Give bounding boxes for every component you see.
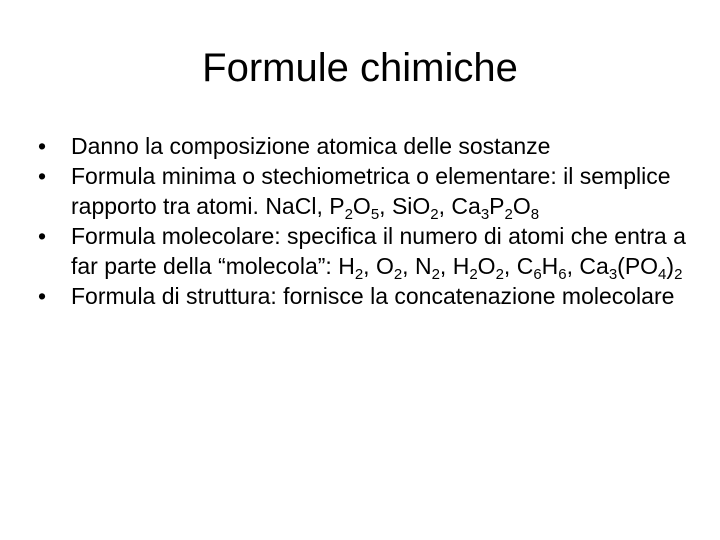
formula-symbol: Na bbox=[265, 193, 295, 219]
formula-subscript: 2 bbox=[469, 266, 478, 283]
formula-subscript: 2 bbox=[495, 266, 504, 283]
formula-subscript: 2 bbox=[344, 206, 353, 223]
bullet-icon: • bbox=[38, 223, 47, 249]
formula-subscript: 2 bbox=[430, 206, 439, 223]
formula-subscript: 2 bbox=[393, 266, 403, 283]
formula-subscript: 6 bbox=[533, 266, 542, 283]
formula-separator: , bbox=[566, 253, 580, 279]
formula-symbol: Si bbox=[391, 193, 413, 219]
formula-symbol: Ca bbox=[451, 193, 481, 219]
formula-symbol: H bbox=[452, 253, 470, 279]
bullet-text: Formula minima o stechiometrica o elementare: il semplice rapporto tra atomi. bbox=[71, 163, 671, 219]
formula-symbol: Ca bbox=[579, 253, 609, 279]
slide-title: Formule chimiche bbox=[202, 46, 518, 90]
chemical-formula bbox=[579, 253, 683, 283]
bullet-text: Danno la composizione atomica delle sostanze bbox=[71, 133, 551, 159]
formula-symbol: C bbox=[516, 253, 534, 279]
formula-subscript: 2 bbox=[354, 266, 364, 283]
chemical-formula bbox=[265, 193, 316, 219]
formula-list bbox=[265, 193, 540, 223]
formula-symbol: H bbox=[541, 253, 559, 279]
chemical-formula bbox=[451, 193, 540, 223]
chemical-formula bbox=[452, 253, 504, 283]
formula-symbol: P bbox=[329, 193, 345, 219]
chemical-formula bbox=[516, 253, 567, 283]
chemical-formula bbox=[338, 253, 364, 283]
formula-separator: , bbox=[439, 253, 453, 279]
formula-separator: , bbox=[402, 253, 415, 279]
formula-symbol: ) bbox=[666, 253, 675, 279]
formula-separator: , bbox=[438, 193, 452, 219]
bullet-item bbox=[38, 131, 698, 161]
formula-subscript: 6 bbox=[558, 266, 567, 283]
formula-subscript: 3 bbox=[608, 266, 618, 283]
formula-symbol: O bbox=[375, 253, 394, 279]
bullet-item bbox=[38, 161, 698, 221]
formula-subscript: 2 bbox=[674, 266, 683, 283]
formula-list bbox=[338, 253, 683, 283]
chemical-formula bbox=[414, 253, 440, 283]
formula-separator: , bbox=[316, 193, 330, 219]
formula-symbol: O bbox=[352, 193, 371, 219]
bullet-icon: • bbox=[38, 163, 47, 189]
chemical-formula bbox=[329, 193, 380, 223]
formula-subscript: 3 bbox=[480, 206, 490, 223]
formula-symbol: (PO bbox=[617, 253, 659, 279]
bullet-item bbox=[38, 281, 698, 311]
formula-symbol: P bbox=[489, 193, 505, 219]
formula-subscript: 2 bbox=[431, 266, 440, 283]
formula-symbol: N bbox=[414, 253, 432, 279]
formula-subscript: 5 bbox=[370, 206, 380, 223]
formula-symbol: O bbox=[477, 253, 496, 279]
chemical-formula bbox=[375, 253, 403, 283]
formula-symbol: O bbox=[412, 193, 431, 219]
bullet-icon: • bbox=[38, 283, 47, 309]
bullet-text: Formula di struttura: fornisce la concatenazione molecolare bbox=[71, 283, 675, 309]
chemical-formula bbox=[391, 193, 439, 223]
bullet-item bbox=[38, 221, 698, 281]
bullet-icon: • bbox=[38, 133, 47, 159]
bullet-text: Formula molecolare: specifica il numero di atomi che entra a far parte della “molecola”: bbox=[71, 223, 686, 279]
bullet-list bbox=[38, 131, 698, 311]
formula-separator: , bbox=[503, 253, 517, 279]
formula-symbol: O bbox=[512, 193, 531, 219]
formula-subscript: 8 bbox=[530, 206, 540, 223]
formula-symbol: H bbox=[338, 253, 355, 279]
formula-symbol: Cl bbox=[294, 193, 317, 219]
formula-subscript: 2 bbox=[504, 206, 513, 223]
formula-separator: , bbox=[363, 253, 376, 279]
formula-separator: , bbox=[379, 193, 392, 219]
formula-subscript: 4 bbox=[658, 266, 667, 283]
